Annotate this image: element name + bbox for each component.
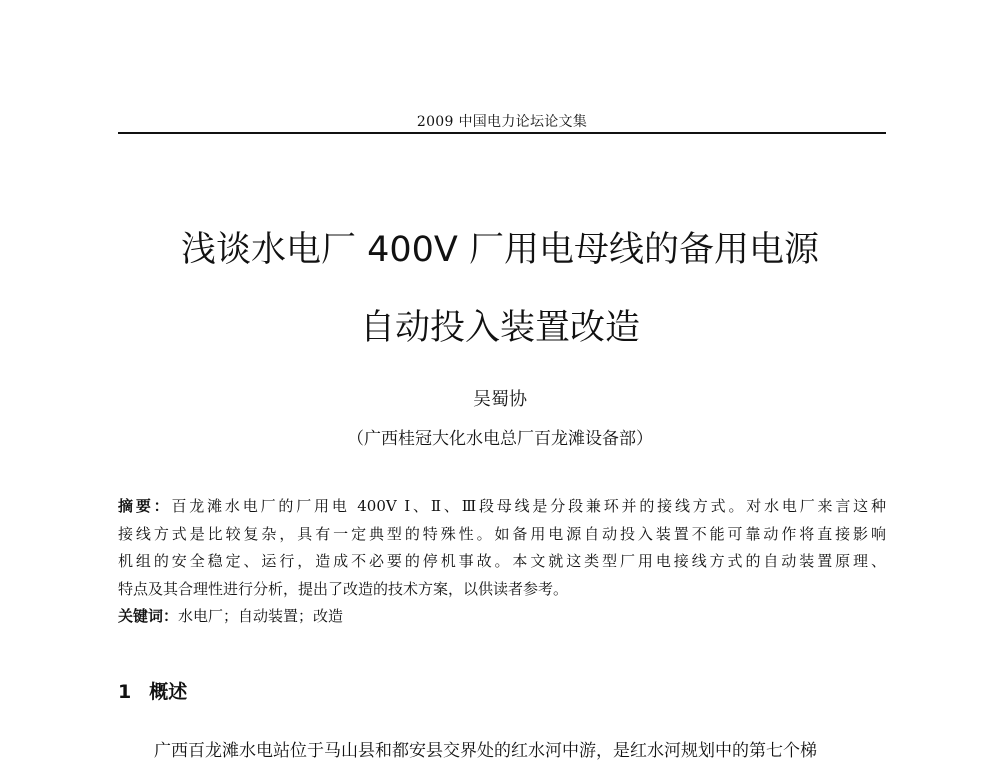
abstract-line-2: 接线方式是比较复杂，具有一定典型的特殊性。如备用电源自动投入装置不能可靠动作将直接影响 <box>118 524 886 543</box>
header-rule <box>118 132 886 134</box>
keywords-label: 关键词： <box>118 607 179 625</box>
affiliation: （广西桂冠大化水电总厂百龙滩设备部） <box>347 429 653 449</box>
abstract-block <box>118 495 886 633</box>
abstract-label: 摘要： <box>118 497 172 515</box>
abstract-line-1 <box>118 495 886 523</box>
abstract-text-1: 百龙滩水电厂的厂用电 400V Ⅰ、Ⅱ、Ⅲ段母线是分段兼环并的接线方式。对水电厂来言这种 <box>171 497 886 515</box>
title-line-2: 自动投入装置改造 <box>359 308 640 348</box>
keywords-line <box>118 605 886 633</box>
section-number: 1 <box>118 681 132 703</box>
section-title: 概述 <box>149 681 188 703</box>
keywords-text: 水电厂；自动装置；改造 <box>178 607 344 625</box>
author: 吴蜀协 <box>473 389 527 410</box>
body-paragraph-line: 广西百龙滩水电站位于马山县和都安县交界处的红水河中游，是红水河规划中的第七个梯 <box>154 741 817 760</box>
section-heading <box>118 680 187 704</box>
abstract-line-4: 特点及其合理性进行分析，提出了改造的技术方案，以供读者参考。 <box>118 579 569 598</box>
title-line-1: 浅谈水电厂 400V 厂用电母线的备用电源 <box>181 230 819 270</box>
running-header: 2009 中国电力论坛论文集 <box>416 114 588 130</box>
abstract-line-3: 机组的安全稳定、运行，造成不必要的停机事故。本文就这类型厂用电接线方式的自动装置原理、 <box>118 552 886 570</box>
